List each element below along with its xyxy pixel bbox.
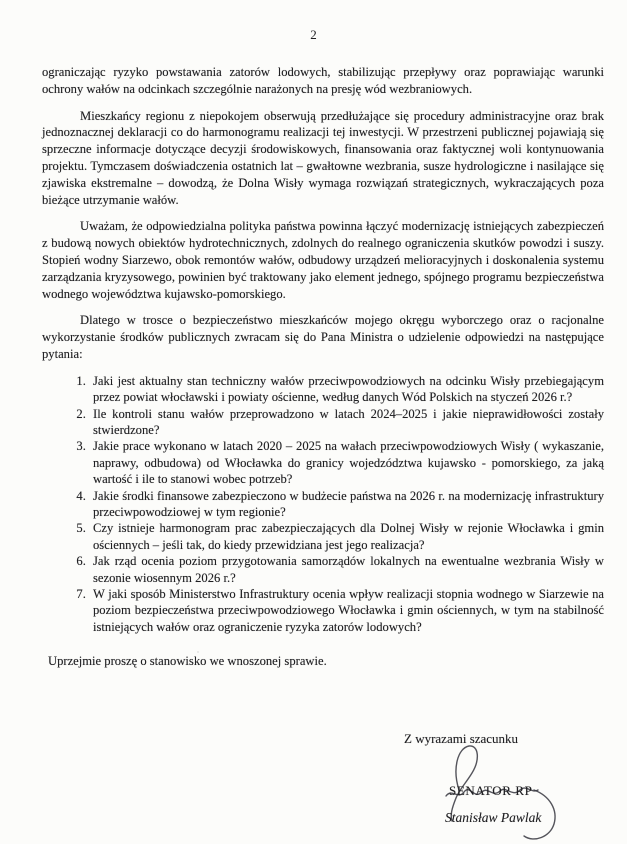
salutation: Z wyrazami szacunku <box>404 731 519 746</box>
question-item-3: 3. Jakie prace wykonano w latach 2020 – 2025 na wałach przeciwpowodziowych Wisły ( wykaszanie, naprawy, odbudowa) od Włocławka do granicy wojedzództwa kujawsko - pomorskiego, za jaką wartość i ile to stanowi wobec potrzeb? <box>89 438 604 487</box>
paragraph-opinion: Uważam, że odpowiedzialna polityka państwa powinna łączyć modernizację istniejących zabezpieczeń z budową nowych obiektów hydrotechnicznych, zdolnych do realnego ograniczenia skutków powodzi i suszy. Stopień wodny Siarzewo, obok remontów wałów, odbudowy urządzeń melioracyjnych i doskonalenia systemu zarządzania kryzysowego, powinien być traktowany jako element jednego, spójnego programu bezpieczeństwa wodnego województwa kujawsko-pomorskiego. <box>42 219 604 301</box>
paragraph-request-intro: Dlatego w trosce o bezpieczeństwo mieszkańców mojego okręgu wyborczego oraz o racjonalne wykorzystanie środków publicznych zwracam się do Pana Ministra o udzielenie odpowiedzi na następujące pytania: <box>42 313 604 361</box>
closing-request: Uprzejmie proszę o stanowisko we wnoszonej sprawie. <box>48 654 327 669</box>
signer-title: SENATOR RP <box>449 783 533 798</box>
paragraph-concerns: Mieszkańcy regionu z niepokojem obserwują przedłużające się procedury administracyjne oraz brak jednoznacznej deklaracji co do harmonogramu realizacji tej inwestycji. W przestrzeni publicznej pojawiają się sprzeczne informacje dotyczące decyzji środowiskowych, finansowania oraz faktycznej woli kontynuowania projektu. Tymczasem doświadczenia ostatnich lat – gwałtowne wezbrania, susze hydrologiczne i nasilające się zjawiska ekstremalne – dowodzą, że Dolna Wisły wymaga rozwiązań strategicznych, wykraczających poza bieżące utrzymanie wałów. <box>42 108 604 207</box>
questions-list <box>42 373 604 636</box>
signer-name: Stanisław Pawlak <box>445 810 542 825</box>
question-item-7: 7. W jaki sposób Ministerstwo Infrastruktury ocenia wpływ realizacji stopnia wodnego w Siarzewie na poziom bezpieczeństwa przeciwpowodziowego Włocławka i gmin ościennych, w tym na stabilność istniejących wałów oraz ograniczenie ryzyka zatorów lodowych? <box>89 586 604 635</box>
paragraph-continuation: ograniczając ryzyko powstawania zatorów lodowych, stabilizując przepływy oraz poprawiając warunki ochrony wałów na odcinkach szczególnie narażonych na presję wód wezbraniowych. <box>42 65 604 96</box>
question-item-6: 6. Jak rząd ocenia poziom przygotowania samorządów lokalnych na ewentualne wezbrania Wisły w sezonie wiosennym 2026 r.? <box>89 553 604 586</box>
question-item-2: 2. Ile kontroli stanu wałów przeprowadzono w latach 2024–2025 i jakie nieprawidłowości zostały stwierdzone? <box>89 406 604 439</box>
question-item-5: 5. Czy istnieje harmonogram prac zabezpieczających dla Dolnej Wisły w rejonie Włocławka i gmin ościennych – jeśli tak, do kiedy przewidziana jest jego realizacja? <box>89 520 604 553</box>
question-item-1: 1. Jaki jest aktualny stan techniczny wałów przeciwpowodziowych na odcinku Wisły przebiegającym przez powiat włocławski i powiaty ościenne, według danych Wód Polskich na styczeń 2026 r.? <box>89 373 604 406</box>
question-item-4: 4. Jakie środki finansowe zabezpieczono w budżecie państwa na 2026 r. na modernizację infrastruktury przeciwpowodziowej w tym regionie? <box>89 488 604 521</box>
page-number: 2 <box>310 27 317 42</box>
